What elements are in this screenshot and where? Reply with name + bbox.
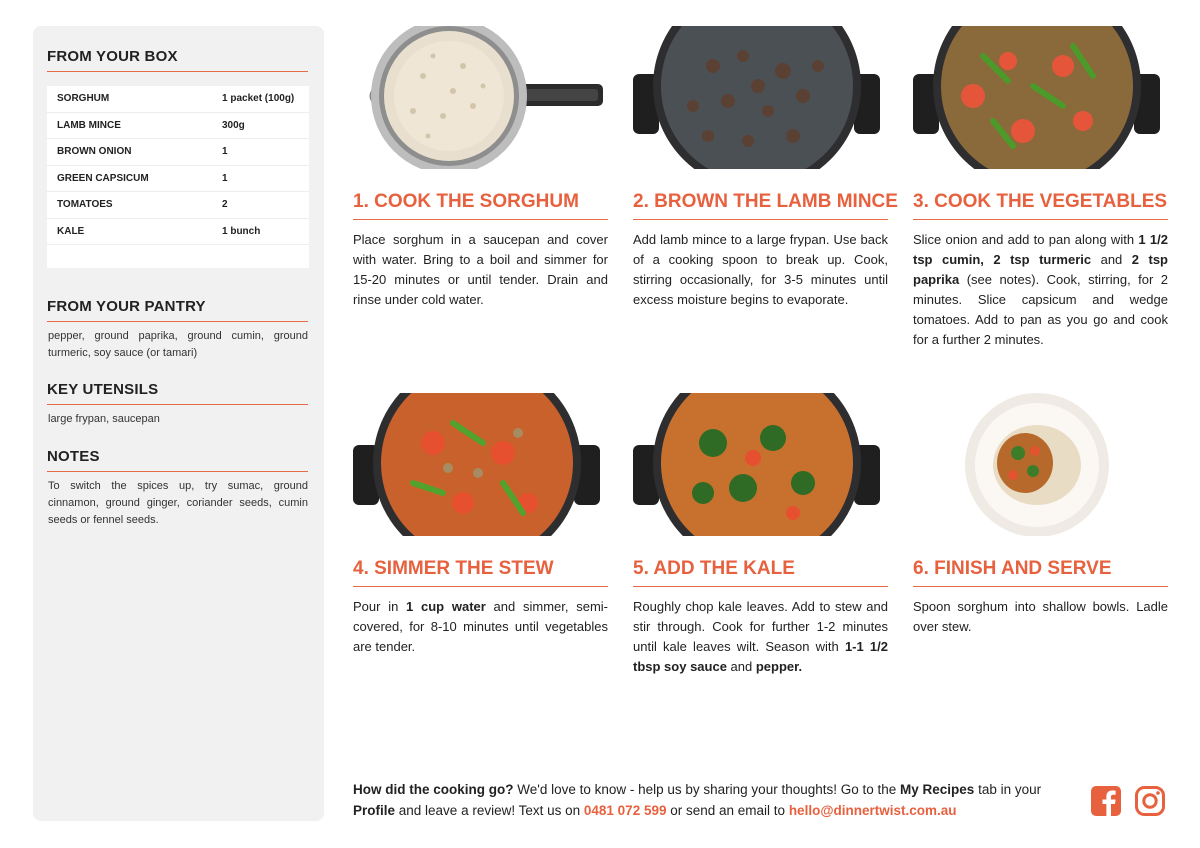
text-segment: 1 cup water	[406, 599, 486, 614]
utensils-text: large frypan, saucepan	[48, 413, 160, 425]
step-5-photo	[633, 393, 888, 536]
contact-link[interactable]: 0481 072 599	[583, 803, 667, 818]
text-segment: and	[1091, 252, 1132, 267]
ingredient-name: KALE	[57, 225, 85, 237]
step-3-photo	[913, 26, 1168, 169]
table-row	[47, 86, 309, 113]
text-segment: and	[726, 659, 756, 674]
step-1-photo	[353, 26, 608, 169]
feedback-footer	[353, 779, 1073, 821]
text-segment: Slice onion and add to pan along with	[913, 232, 1139, 247]
ingredient-qty: 1 packet (100g)	[222, 93, 295, 105]
step-3-text	[913, 230, 1168, 350]
ingredient-name: BROWN ONION	[57, 146, 132, 158]
contact-link[interactable]: hello@dinnertwist.com.au	[788, 803, 957, 818]
ingredient-name: GREEN CAPSICUM	[57, 172, 149, 184]
step-5-title: 5. ADD THE KALE	[633, 558, 888, 587]
from-box-title: FROM YOUR BOX	[47, 48, 308, 72]
ingredient-name: LAMB MINCE	[57, 119, 121, 131]
step-6-text	[913, 597, 1168, 637]
table-row	[47, 113, 309, 140]
text-segment: We'd love to know - help us by sharing your thoughts! Go to the	[513, 782, 901, 797]
step-3-title: 3. COOK THE VEGETABLES	[913, 191, 1168, 220]
ingredient-name: TOMATOES	[57, 199, 113, 211]
text-segment: and simmer, semi-covered, for 8-10 minutes until vegetables are tender.	[353, 599, 608, 654]
text-segment: How did the cooking go?	[353, 782, 514, 797]
ingredient-qty: 2	[222, 199, 228, 211]
table-row	[47, 166, 309, 193]
text-segment: 1 1/2 tsp cumin, 2 tsp turmeric	[913, 232, 1168, 267]
facebook-icon[interactable]	[1090, 785, 1122, 817]
utensils-title: KEY UTENSILS	[47, 381, 308, 405]
ingredients-sidebar	[33, 26, 324, 821]
notes-title: NOTES	[47, 448, 308, 472]
step-1-text	[353, 230, 608, 310]
text-segment: (see notes). Cook, stirring, for 2 minutes. Slice capsicum and wedge tomatoes. Add to pan as you go and cook for a further 2 minutes.	[913, 272, 1168, 347]
text-segment: Spoon sorghum into shallow bowls. Ladle over stew.	[913, 599, 1168, 634]
text-segment: pepper.	[755, 659, 803, 674]
ingredient-qty: 1	[222, 172, 228, 184]
step-6-photo	[913, 393, 1168, 536]
text-segment: My Recipes	[900, 782, 975, 797]
text-segment: 2 tsp paprika	[913, 252, 1169, 287]
table-row	[47, 219, 309, 246]
pantry-title: FROM YOUR PANTRY	[47, 298, 308, 322]
text-segment: or send an email to	[666, 803, 789, 818]
ingredient-name: SORGHUM	[57, 93, 110, 105]
ingredient-qty: 1 bunch	[222, 225, 261, 237]
text-segment: Place sorghum in a saucepan and cover with water. Bring to a boil and simmer for 15-20 minutes or until tender. Drain and rinse under cold water.	[353, 232, 608, 307]
text-segment: 1-1 1/2 tbsp soy sauce	[633, 639, 888, 674]
pantry-text: pepper, ground paprika, ground cumin, ground turmeric, soy sauce (or tamari)	[48, 330, 308, 359]
ingredient-qty: 300g	[222, 119, 245, 131]
text-segment: and leave a review! Text us on	[395, 803, 584, 818]
step-6-title: 6. FINISH AND SERVE	[913, 558, 1168, 587]
text-segment: Roughly chop kale leaves. Add to stew and stir through. Cook for further 1-2 minutes until kale leaves wilt. Season with	[633, 599, 888, 654]
text-segment: Add lamb mince to a large frypan. Use back of a cooking spoon to break up. Cook, stirring occasionally, for 3-5 minutes until excess moisture begins to evaporate.	[633, 232, 888, 307]
step-2-photo	[633, 26, 888, 169]
ingredient-qty: 1	[222, 146, 228, 158]
text-segment: Profile	[353, 803, 396, 818]
step-4-text	[353, 597, 608, 657]
table-row	[47, 139, 309, 166]
step-2-text	[633, 230, 888, 310]
text-segment: Pour in	[353, 599, 407, 614]
notes-text: To switch the spices up, try sumac, ground cinnamon, ground ginger, coriander seeds, cumin seeds or fennel seeds.	[48, 480, 308, 526]
step-4-title: 4. SIMMER THE STEW	[353, 558, 608, 587]
table-row	[47, 192, 309, 219]
box-ingredients-table	[47, 86, 309, 268]
step-1-title: 1. COOK THE SORGHUM	[353, 191, 608, 220]
text-segment: tab in your	[974, 782, 1042, 797]
step-5-text	[633, 597, 888, 677]
step-4-photo	[353, 393, 608, 536]
step-2-title: 2. BROWN THE LAMB MINCE	[633, 191, 888, 220]
instagram-icon[interactable]	[1134, 785, 1166, 817]
